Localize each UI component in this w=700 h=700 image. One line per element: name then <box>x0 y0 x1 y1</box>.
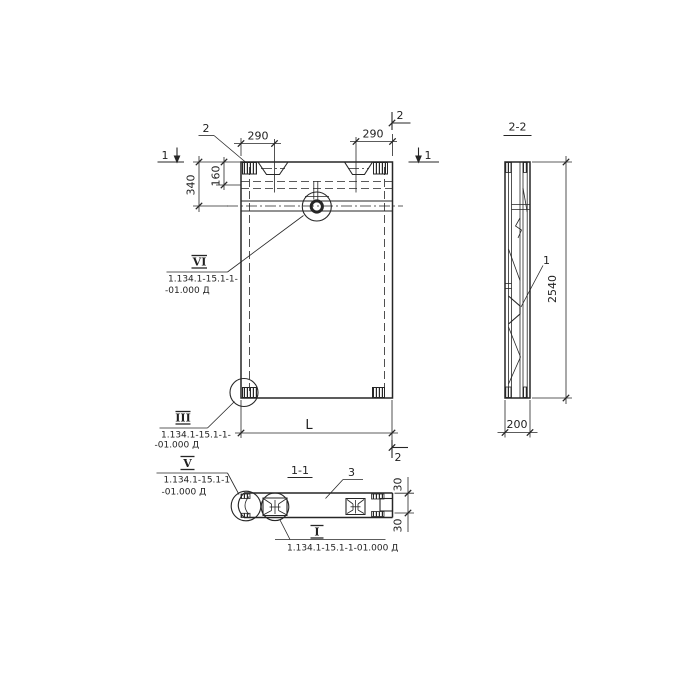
callout-vi-ref1: 1.134.1-15.1-1- <box>168 274 238 285</box>
callout-iii <box>155 402 235 451</box>
callout-vi-mark: VI <box>192 255 207 269</box>
dim-30-top-label: 30 <box>391 477 405 492</box>
panel-outline <box>241 162 393 398</box>
anchor-block-bottom-right <box>373 388 385 398</box>
section-mark-1-left <box>158 148 185 164</box>
loop-ring <box>311 201 322 212</box>
side-view-2-2 <box>498 121 573 438</box>
keyway-detail-circled <box>261 493 289 521</box>
section-1-1-view <box>231 464 414 533</box>
keyway-2 <box>346 499 365 515</box>
callout-vi-ref2: -01.000 Д <box>165 286 210 296</box>
callout-vi <box>165 216 304 297</box>
item-1-label: 1 <box>543 254 550 267</box>
dim-200 <box>498 400 538 438</box>
item-label-2 <box>199 122 247 163</box>
dim-length-label: L <box>305 418 313 433</box>
break-jog <box>516 218 522 238</box>
anchor-block-bottom-left <box>243 388 257 398</box>
callout-i <box>275 520 398 554</box>
dim-30-pair <box>392 477 415 533</box>
callout-i-ref: 1.134.1-15.1-1-01.000 Д <box>287 543 399 554</box>
dim-200-label: 200 <box>506 418 528 431</box>
section-mark-2-top <box>389 109 411 130</box>
anchor-block-top-right <box>374 163 388 175</box>
dim-290-left <box>234 130 281 157</box>
dim-30-bottom-label: 30 <box>391 518 405 533</box>
item-2-label: 2 <box>202 122 210 135</box>
callout-v-ref1: 1.134.1-15.1-1 <box>163 475 231 486</box>
section-2-top-label: 2 <box>396 109 404 122</box>
anchor-block-top-left <box>243 163 257 175</box>
dim-290-right-label: 290 <box>362 127 384 141</box>
dim-340-label: 340 <box>184 174 198 196</box>
section-1-left-label: 1 <box>161 149 169 162</box>
side-view-title: 2-2 <box>508 120 527 134</box>
dim-160-label: 160 <box>209 165 223 187</box>
callout-iii-ref1: 1.134.1-15.1-1- <box>161 430 231 441</box>
side-keyway <box>509 296 521 324</box>
dim-290-right <box>350 128 397 157</box>
callout-v <box>157 457 240 498</box>
bar-anchor-bottom-right <box>372 512 385 517</box>
section-2-bottom-label: 2 <box>394 451 402 464</box>
section-1-1-title: 1-1 <box>291 464 309 477</box>
dim-290-left-label: 290 <box>247 129 269 143</box>
dim-length <box>235 400 398 443</box>
callout-i-mark: I <box>314 525 320 539</box>
callout-iii-ref2: -01.000 Д <box>154 440 200 451</box>
dim-2540 <box>532 156 572 404</box>
dim-2540-label: 2540 <box>546 275 559 303</box>
section-1-right-label: 1 <box>424 149 432 162</box>
bar-anchor-top-right <box>372 494 385 499</box>
callout-iii-mark: III <box>175 411 191 425</box>
callout-v-ref2: -01.000 Д <box>161 487 207 498</box>
item-3-label: 3 <box>348 466 355 479</box>
section-mark-1-right <box>409 148 440 164</box>
section-mark-2-bottom <box>389 440 408 464</box>
callout-v-mark: V <box>183 457 192 470</box>
